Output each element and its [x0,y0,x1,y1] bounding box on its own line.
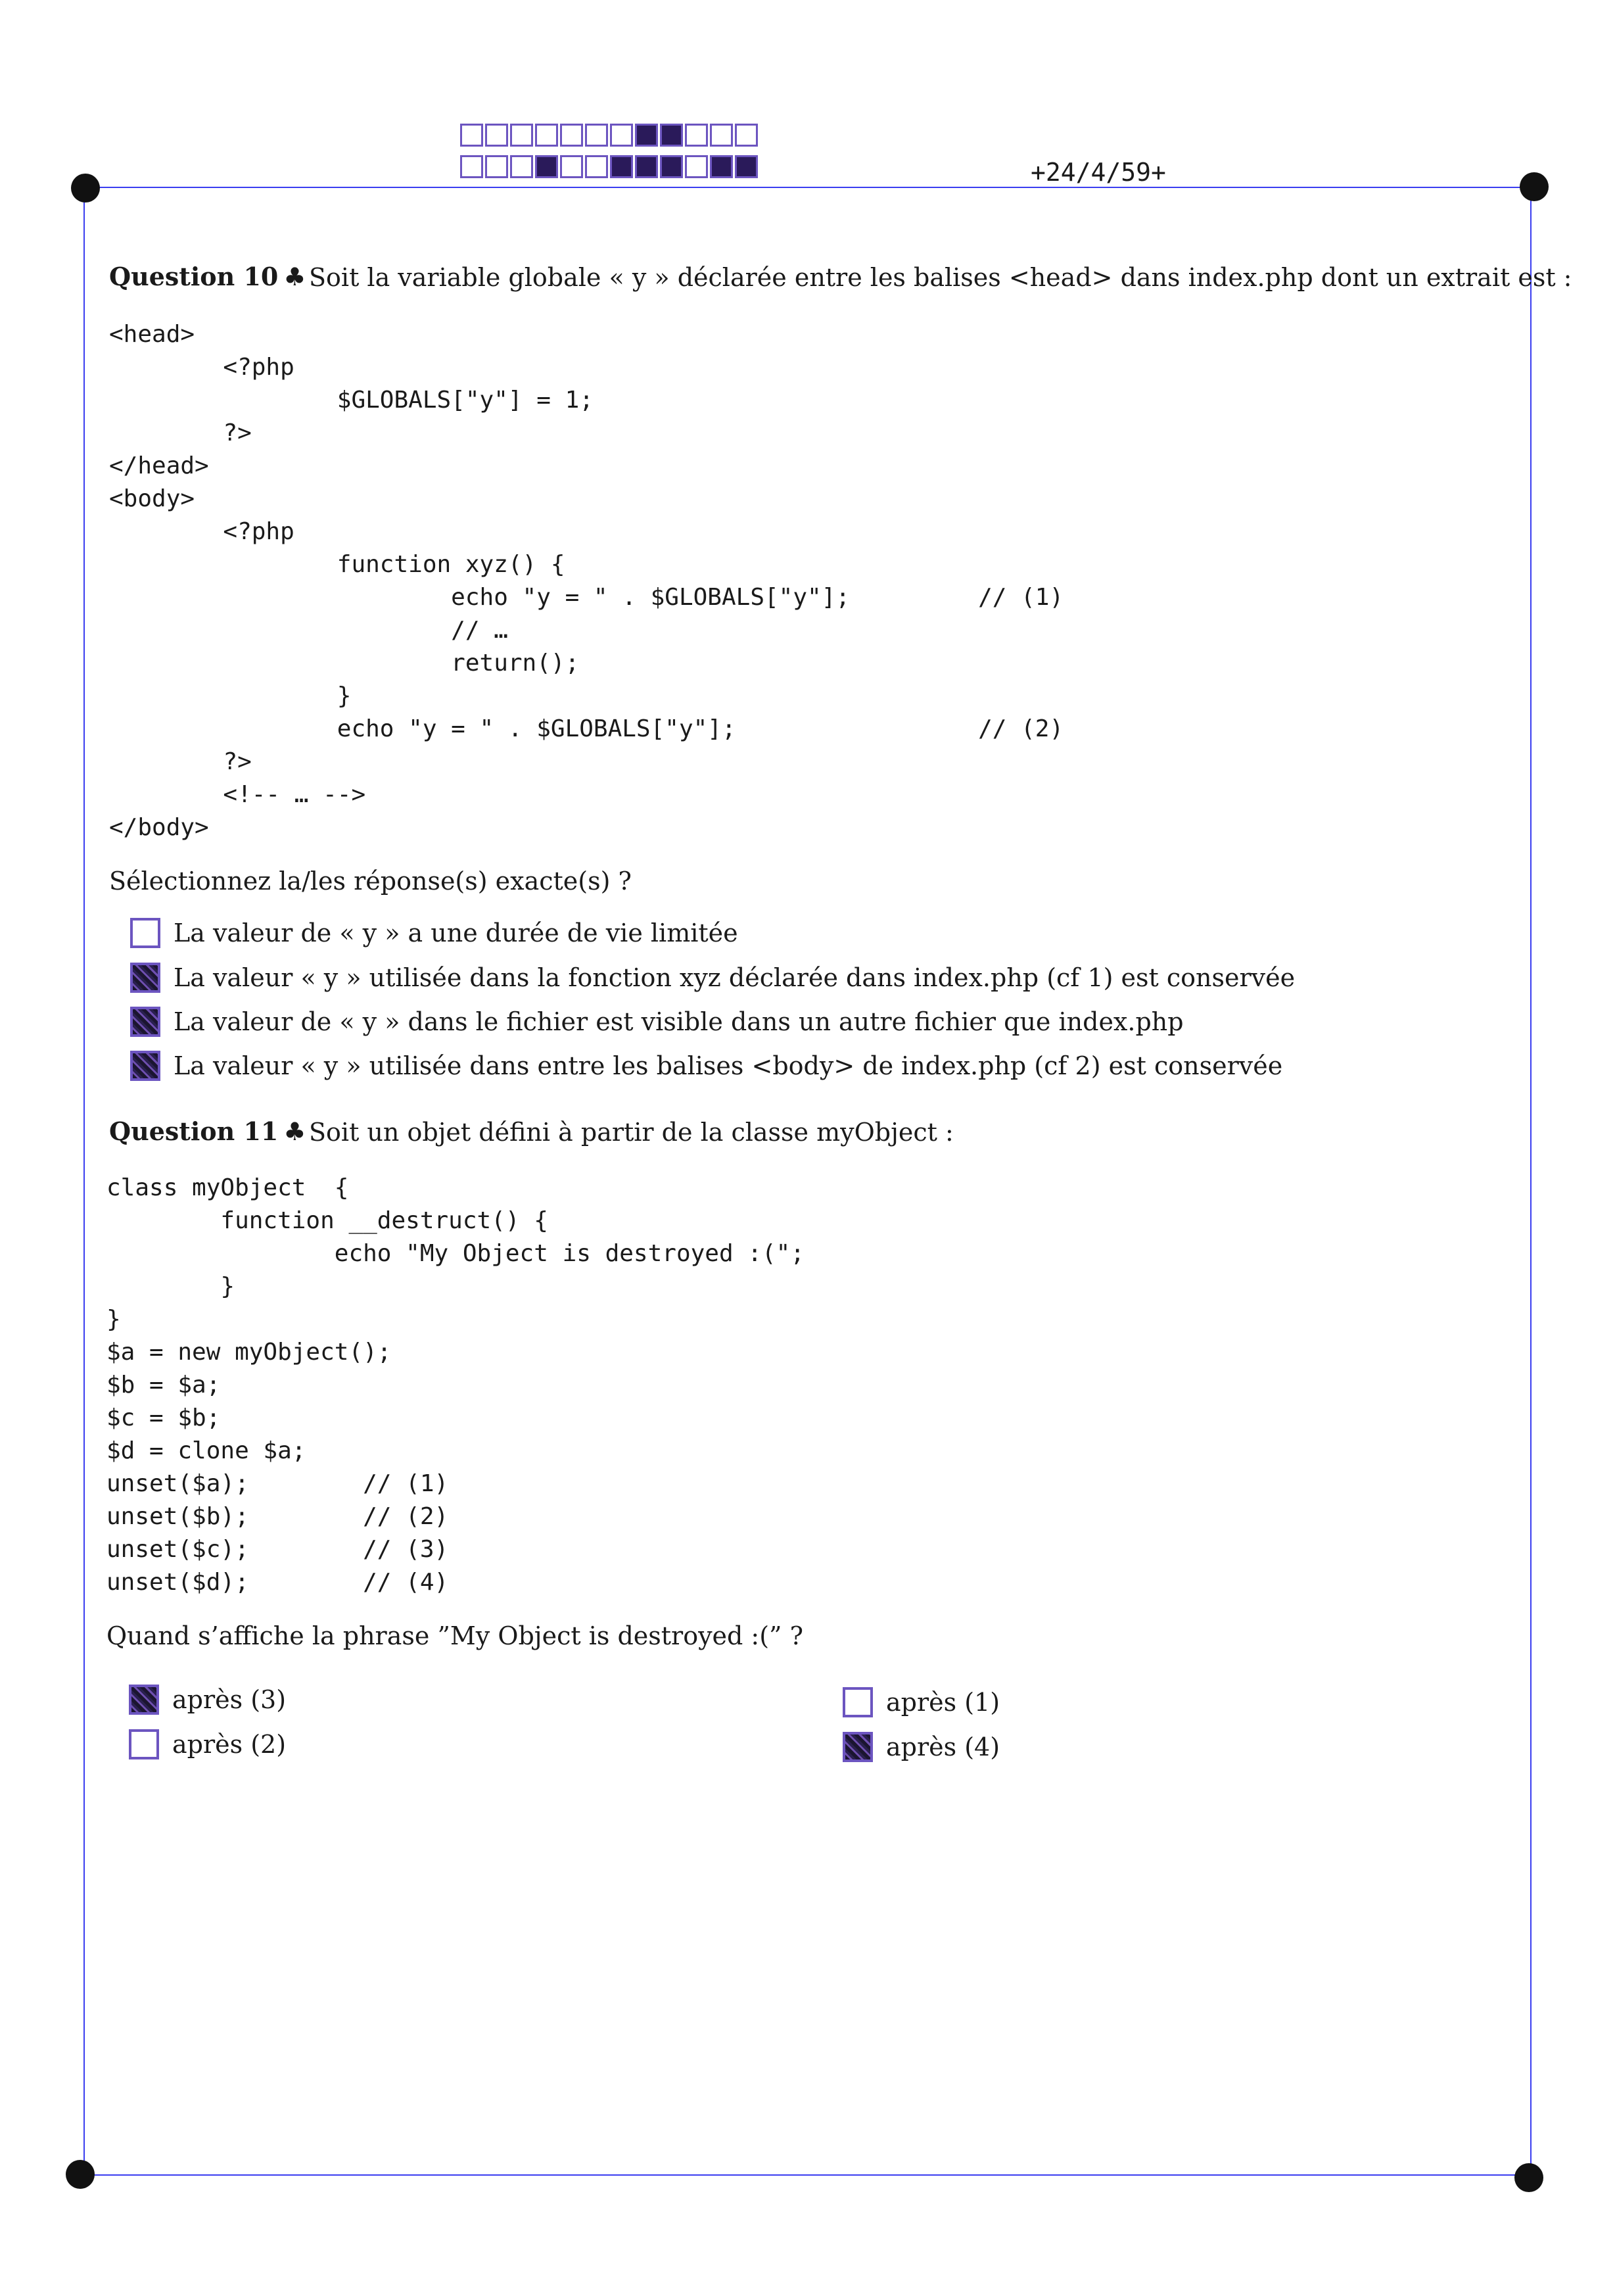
q11-choice-2[interactable] [129,1729,286,1759]
question-11-prompt: Quand s’affiche la phrase ”My Object is destroyed :(” ? [106,1621,803,1650]
code-row-1-cell [610,124,633,147]
q11-choice-2-label: après (2) [172,1730,287,1759]
code-row-2-cell [660,155,683,178]
code-row-2-cell [585,155,608,178]
code-row-2-cell [460,155,483,178]
q10-checkbox-3[interactable] [130,1007,160,1037]
question-10-code: <head> <?php $GLOBALS["y"] = 1; ?> </head> <body> <?php function xyz() { echo "y = " . $GLOBALS["y"]; // (1) // … return(); } echo "y = " . $GLOBALS["y"]; // (2) ?> <!-- … --> </body> [109,321,1064,841]
q11-checkbox-4[interactable] [843,1732,873,1762]
q11-choice-4-label: après (4) [886,1733,1000,1761]
corner-dot-bottom-left [66,2160,95,2189]
q11-checkbox-2[interactable] [129,1729,159,1759]
q10-choice-3-label: La valeur de « y » dans le fichier est visible dans un autre fichier que index.php [174,1007,1184,1036]
code-row-1-cell [535,124,558,147]
frame-top-line [85,187,1535,188]
code-row-2-cell [685,155,708,178]
q11-choice-1[interactable] [129,1685,286,1715]
code-row-1-cell [585,124,608,147]
code-row-1-cell [485,124,508,147]
code-row-1-cell [685,124,708,147]
code-row-2-cell [610,155,633,178]
question-10-prompt: Sélectionnez la/les réponse(s) exacte(s) ? [109,867,632,896]
code-row-2-cell [635,155,658,178]
code-row-1-cell [710,124,733,147]
page-code: +24/4/59+ [1031,158,1166,187]
q11-choice-4[interactable] [843,1732,1000,1762]
question-10-text: Soit la variable globale « y » déclarée entre les balises <head> dans index.php dont un extrait est : [309,263,1572,292]
question-11-code: class myObject { function __destruct() { echo "My Object is destroyed :("; } } $a = new myObject(); $b = $a; $c = $b; $d = clone $a; unset($a); // (1) unset($b); // (2) unset($c); // (3) unset($d); // (4) [106,1174,805,1596]
q10-checkbox-2[interactable] [130,963,160,993]
q10-checkbox-4[interactable] [130,1051,160,1081]
q11-choice-3-label: après (1) [886,1688,1000,1717]
code-row-1-cell [510,124,533,147]
id-code-row-2 [460,155,760,178]
q11-checkbox-1[interactable] [129,1685,159,1715]
corner-dot-top-right [1520,172,1549,201]
q11-choice-1-label: après (3) [172,1685,287,1714]
corner-dot-top-left [71,174,100,203]
q10-choice-3[interactable] [130,1007,1184,1037]
code-row-1-cell [635,124,658,147]
code-row-2-cell [735,155,758,178]
q10-choice-2[interactable] [130,963,1295,993]
question-10-title [109,262,306,291]
question-10-label: Question 10 [109,262,279,291]
question-11-text: Soit un objet défini à partir de la classe myObject : [309,1118,954,1147]
id-code-row-1 [460,124,760,147]
q10-choice-1[interactable] [130,918,738,948]
code-row-1-cell [735,124,758,147]
frame-right-line [1530,187,1532,2176]
code-row-1-cell [560,124,583,147]
q10-choice-2-label: La valeur « y » utilisée dans la fonction xyz déclarée dans index.php (cf 1) est conservée [174,963,1296,992]
club-icon: ♣ [283,262,306,291]
question-11-label: Question 11 [109,1116,279,1146]
q10-choice-4-label: La valeur « y » utilisée dans entre les balises <body> de index.php (cf 2) est conservée [174,1051,1283,1080]
frame-left-line [83,187,85,2176]
code-row-2-cell [485,155,508,178]
code-row-2-cell [535,155,558,178]
code-row-2-cell [560,155,583,178]
code-row-2-cell [710,155,733,178]
q10-choice-1-label: La valeur de « y » a une durée de vie limitée [174,919,738,947]
q11-choice-3[interactable] [843,1687,1000,1717]
q10-choice-4[interactable] [130,1051,1282,1081]
q10-checkbox-1[interactable] [130,918,160,948]
q11-checkbox-3[interactable] [843,1687,873,1717]
question-11-title [109,1116,306,1146]
club-icon: ♣ [283,1117,306,1146]
corner-dot-bottom-right [1514,2163,1543,2192]
code-row-2-cell [510,155,533,178]
code-row-1-cell [660,124,683,147]
code-row-1-cell [460,124,483,147]
frame-bottom-line [85,2174,1535,2176]
